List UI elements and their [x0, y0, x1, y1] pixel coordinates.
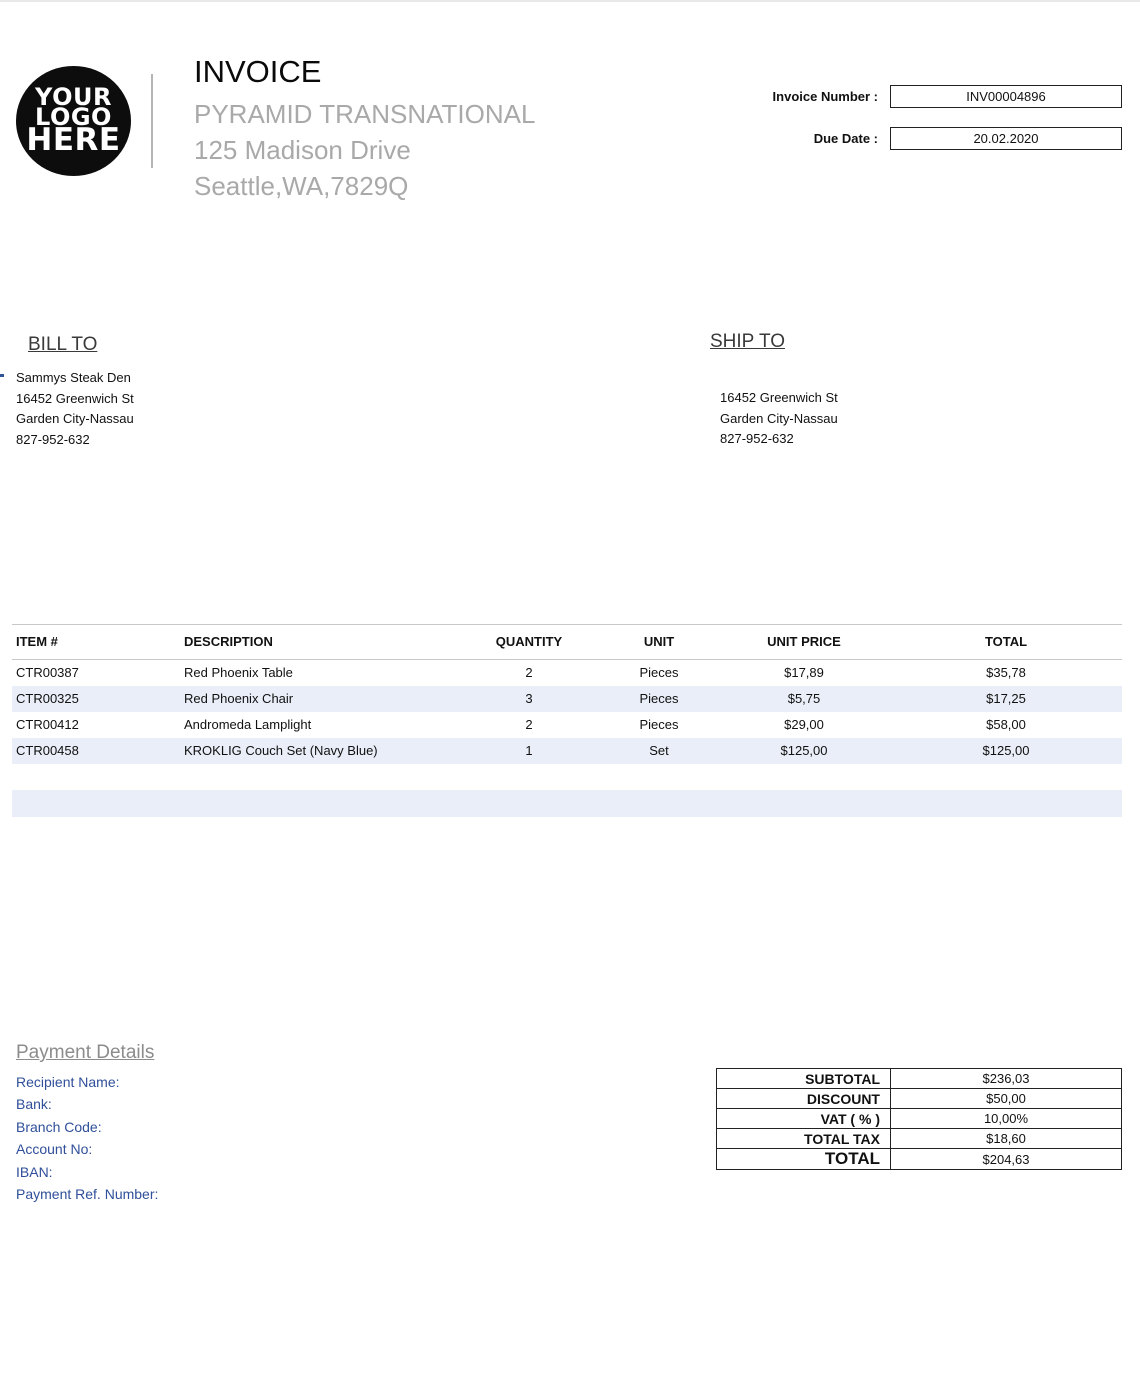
- discount-value: $50,00: [891, 1089, 1122, 1109]
- company-address-line1: 125 Madison Drive: [194, 135, 411, 165]
- items-header-row: [12, 624, 1122, 660]
- cell-quantity: 1: [525, 743, 533, 758]
- vat-label: VAT ( % ): [717, 1109, 891, 1129]
- cell-item: CTR00458: [16, 743, 79, 758]
- cell-item: CTR00412: [16, 717, 79, 732]
- totals-row-tax: [717, 1129, 1122, 1149]
- cell-total: $125,00: [982, 743, 1030, 758]
- vat-value: 10,00%: [891, 1109, 1122, 1129]
- invoice-number-field[interactable]: INV00004896: [890, 85, 1122, 108]
- company-name: PYRAMID TRANSNATIONAL: [194, 99, 536, 129]
- invoice-number-label: Invoice Number :: [772, 89, 878, 104]
- logo-text-line2: LOGO: [35, 102, 112, 131]
- cell-description: Red Phoenix Table: [184, 665, 293, 680]
- subtotal-value: $236,03: [891, 1069, 1122, 1089]
- cell-unit: Pieces: [639, 717, 679, 732]
- totals-table: [716, 1068, 1122, 1170]
- cell-unit-price: $29,00: [784, 717, 824, 732]
- company-logo: [16, 66, 131, 176]
- col-header-quantity: QUANTITY: [495, 634, 563, 649]
- payment-details-list: [16, 1071, 158, 1205]
- payment-field-label: Branch Code:: [16, 1118, 102, 1135]
- totals-row-subtotal: [717, 1069, 1122, 1089]
- col-header-total: TOTAL: [984, 634, 1028, 649]
- bill-to-line: Garden City-Nassau: [16, 411, 134, 426]
- cell-marker: [0, 374, 4, 377]
- payment-field-label: IBAN:: [16, 1163, 53, 1180]
- cell-total: $17,25: [986, 691, 1026, 706]
- payment-field-label: Recipient Name:: [16, 1074, 120, 1090]
- cell-quantity: 3: [525, 691, 533, 706]
- cell-quantity: 2: [525, 717, 533, 732]
- payment-details-heading: Payment Details: [16, 1042, 155, 1063]
- ship-to-heading: SHIP TO: [710, 331, 785, 352]
- bill-to-line: 827-952-632: [16, 431, 90, 447]
- total-tax-value: $18,60: [891, 1129, 1122, 1149]
- totals-row-total: [717, 1149, 1122, 1170]
- subtotal-label: SUBTOTAL: [717, 1069, 891, 1089]
- discount-label: DISCOUNT: [717, 1089, 891, 1109]
- items-table: [12, 624, 1122, 764]
- payment-field-label: Payment Ref. Number:: [16, 1186, 159, 1203]
- bill-to-line: Sammys Steak Den: [16, 370, 131, 385]
- due-date-label: Due Date :: [813, 131, 878, 146]
- col-header-description: DESCRIPTION: [184, 634, 273, 649]
- cell-unit: Pieces: [639, 691, 679, 706]
- company-address-line2: Seattle,WA,7829Q: [194, 171, 409, 201]
- bill-to-line: 16452 Greenwich St: [16, 390, 134, 406]
- col-header-item: ITEM #: [16, 634, 58, 649]
- empty-table-row: [12, 790, 1122, 817]
- cell-item: CTR00387: [16, 665, 79, 680]
- table-row: [12, 712, 1122, 738]
- cell-total: $58,00: [986, 717, 1026, 732]
- cell-unit-price: $125,00: [780, 743, 828, 758]
- table-row: [12, 660, 1122, 686]
- table-row: [12, 738, 1122, 764]
- totals-row-vat: [717, 1109, 1122, 1129]
- ship-to-line: Garden City-Nassau: [720, 410, 838, 426]
- payment-field-label: Account No:: [16, 1141, 93, 1158]
- due-date-field[interactable]: 20.02.2020: [890, 127, 1122, 150]
- cell-quantity: 2: [525, 665, 533, 680]
- cell-unit-price: $5,75: [787, 691, 821, 706]
- payment-field-label: Bank:: [16, 1096, 52, 1113]
- logo-text-line1: YOUR: [35, 83, 112, 112]
- header-divider: [151, 74, 153, 168]
- top-rule: [0, 0, 1140, 2]
- cell-unit: Pieces: [639, 665, 679, 680]
- cell-description: KROKLIG Couch Set (Navy Blue): [184, 743, 378, 758]
- cell-description: Andromeda Lamplight: [184, 717, 312, 732]
- invoice-title: INVOICE: [194, 54, 322, 89]
- logo-text-line3: HERE: [26, 122, 121, 159]
- col-header-unit: UNIT: [643, 634, 675, 649]
- grand-total-label: TOTAL: [717, 1149, 891, 1170]
- table-row: [12, 686, 1122, 712]
- cell-description: Red Phoenix Chair: [184, 691, 294, 706]
- ship-to-line: 827-952-632: [720, 431, 794, 446]
- cell-unit-price: $17,89: [784, 665, 824, 680]
- ship-to-address: [720, 388, 838, 450]
- cell-unit: Set: [649, 743, 669, 758]
- total-tax-label: TOTAL TAX: [717, 1129, 891, 1149]
- col-header-unit-price: UNIT PRICE: [767, 634, 841, 649]
- bill-to-heading: BILL TO: [28, 334, 98, 355]
- grand-total-value: $204,63: [891, 1149, 1122, 1170]
- bill-to-address: [16, 368, 134, 450]
- ship-to-line: 16452 Greenwich St: [720, 390, 838, 405]
- cell-total: $35,78: [986, 665, 1026, 680]
- company-block: [194, 96, 535, 204]
- cell-item: CTR00325: [16, 691, 79, 706]
- totals-row-discount: [717, 1089, 1122, 1109]
